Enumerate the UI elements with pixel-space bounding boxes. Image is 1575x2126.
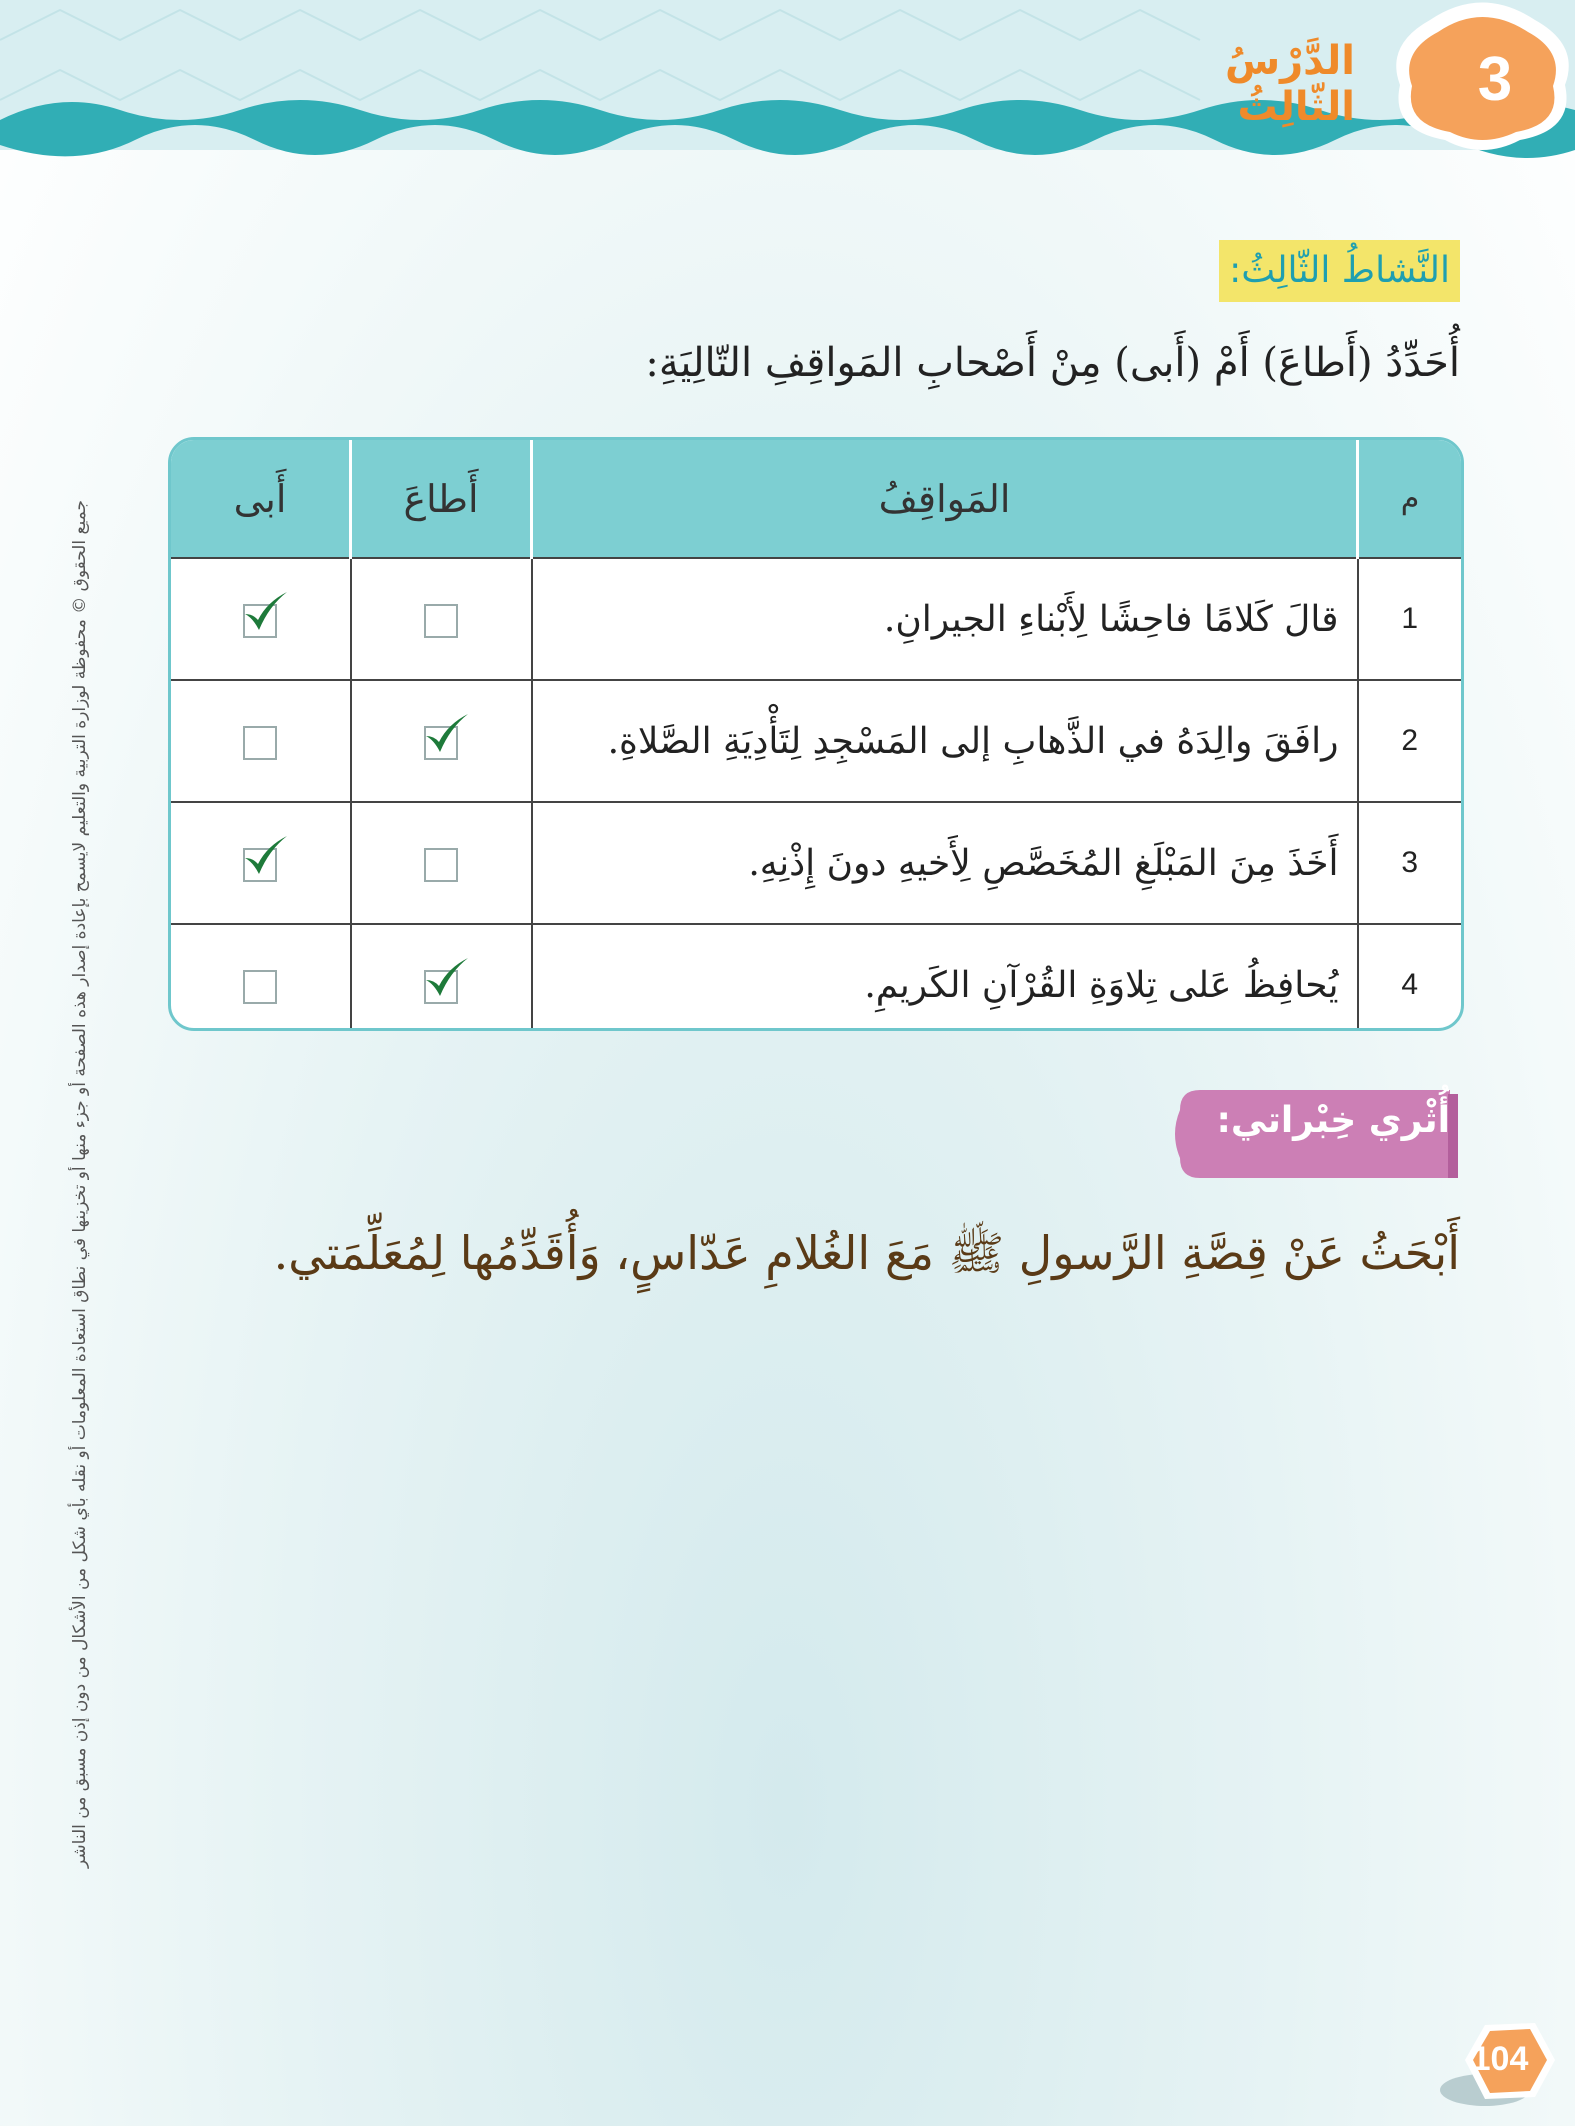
situations-table	[168, 437, 1464, 1031]
table-row	[171, 680, 1461, 802]
refused-checkbox[interactable]	[243, 604, 277, 638]
row-number: 2	[1358, 680, 1462, 802]
obeyed-checkbox[interactable]	[424, 848, 458, 882]
check-mark-icon	[420, 710, 472, 758]
obeyed-cell	[351, 802, 532, 924]
refused-checkbox[interactable]	[243, 848, 277, 882]
obeyed-checkbox[interactable]	[424, 970, 458, 1004]
activity-title: النَّشاطُ الثّالِثُ:	[1219, 240, 1460, 302]
obeyed-cell	[351, 924, 532, 1031]
check-mark-icon	[239, 588, 291, 636]
copyright-note: جميع الحقوق © محفوظة لوزارة التربية والتعليم لايسمح بإعادة إصدار هذه الصفحة أو جزء منها أو تخزينها في نطاق استعادة المعلومات أو نقله بأي شكل من الأشكال من دون إذن مسبق من الناشر	[70, 500, 90, 1868]
refused-cell	[171, 680, 351, 802]
header-situations: المَواقِفُ	[532, 440, 1358, 558]
header-refused: أَبى	[171, 440, 351, 558]
row-number: 4	[1358, 924, 1462, 1031]
enrich-task: أَبْحَثُ عَنْ قِصَّةِ الرَّسولِ ﷺ مَعَ الغُلامِ عَدّاسٍ، وَأُقَدِّمُها لِمُعَلِّمَتي.	[273, 1226, 1460, 1280]
refused-checkbox[interactable]	[243, 726, 277, 760]
table-row	[171, 802, 1461, 924]
obeyed-checkbox[interactable]	[424, 726, 458, 760]
situation-text: قالَ كَلامًا فاحِشًا لِأَبْناءِ الجيرانِ.	[532, 558, 1358, 680]
refused-cell	[171, 558, 351, 680]
enrich-label: أُثْري خِبْراتي:	[1216, 1100, 1450, 1141]
page-number: 104	[1471, 2040, 1529, 2078]
table-row	[171, 558, 1461, 680]
refused-cell	[171, 924, 351, 1031]
situation-text: أَخَذَ مِنَ المَبْلَغِ المُخَصَّصِ لِأَخيهِ دونَ إِذْنِهِ.	[532, 802, 1358, 924]
table-row	[171, 924, 1461, 1031]
check-mark-icon	[239, 832, 291, 880]
obeyed-cell	[351, 558, 532, 680]
check-mark-icon	[420, 954, 472, 1002]
obeyed-cell	[351, 680, 532, 802]
situation-text: يُحافِظُ عَلى تِلاوَةِ القُرْآنِ الكَريمِ.	[532, 924, 1358, 1031]
row-number: 1	[1358, 558, 1462, 680]
row-number: 3	[1358, 802, 1462, 924]
lesson-number: 3	[1477, 45, 1513, 114]
header-num: م	[1358, 440, 1462, 558]
refused-cell	[171, 802, 351, 924]
lesson-title: الدَّرْسُ الثّالِثُ	[1224, 38, 1355, 130]
header-obeyed: أَطاعَ	[351, 440, 532, 558]
table-header-row	[171, 440, 1461, 558]
refused-checkbox[interactable]	[243, 970, 277, 1004]
situation-text: رافَقَ والِدَهُ في الذَّهابِ إلى المَسْجِدِ لِتَأْدِيَةِ الصَّلاةِ.	[532, 680, 1358, 802]
activity-instruction: أُحَدِّدُ (أَطاعَ) أَمْ (أَبى) مِنْ أَصْحابِ المَواقِفِ التّالِيَةِ:	[645, 340, 1460, 386]
obeyed-checkbox[interactable]	[424, 604, 458, 638]
